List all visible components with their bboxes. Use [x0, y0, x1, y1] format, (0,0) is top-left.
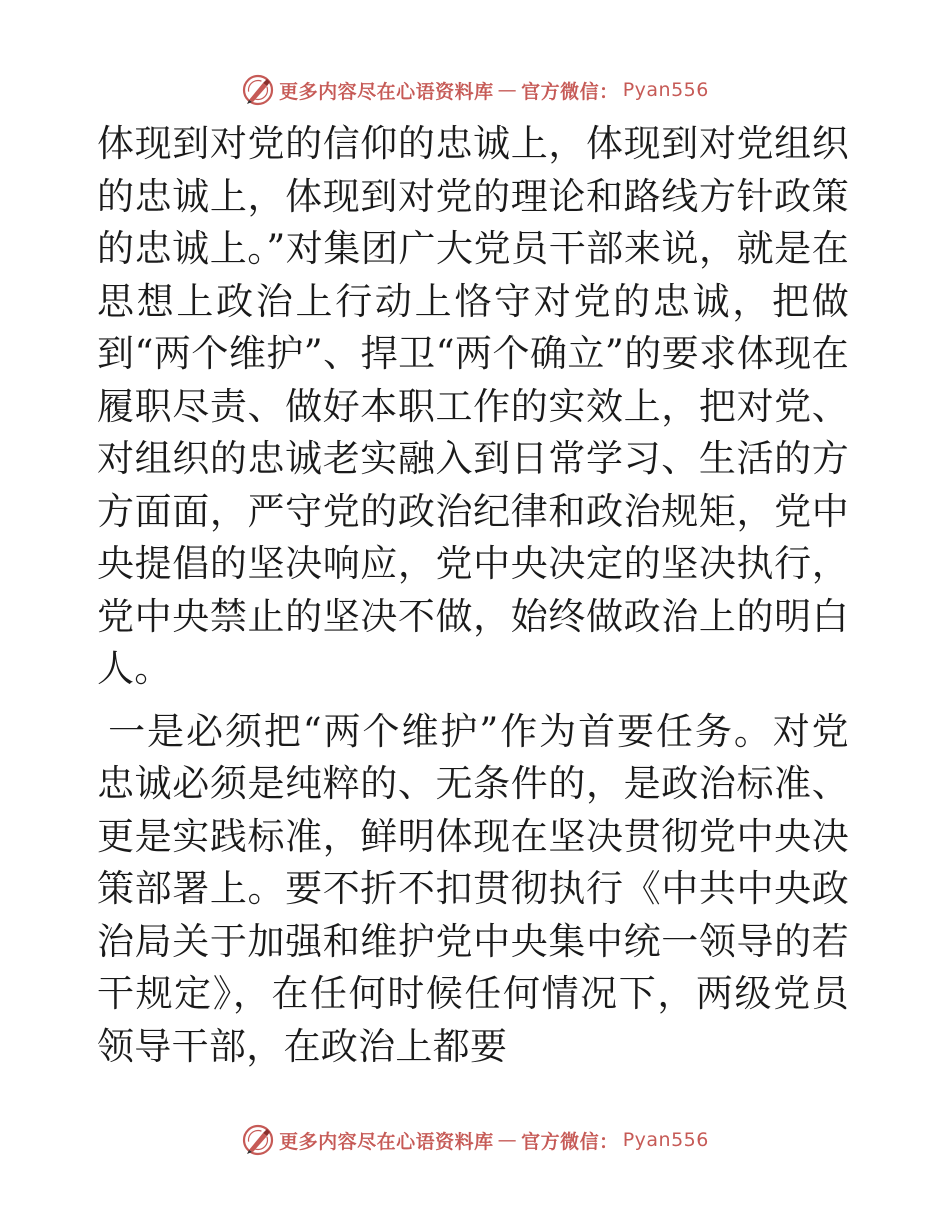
pen-logo-icon [241, 1123, 275, 1157]
header-banner-wechat-id: Pyan556 [622, 79, 709, 101]
footer-banner-text-wechat: 官方微信： [521, 1130, 619, 1153]
footer-watermark-banner [0, 1120, 950, 1160]
pen-logo-icon [241, 73, 275, 107]
header-banner-text-library: 更多内容尽在心语资料库 [279, 80, 494, 103]
footer-banner-dash: — [497, 1129, 518, 1151]
document-body [97, 118, 849, 1073]
header-banner-text-wechat: 官方微信： [521, 80, 619, 103]
header-watermark-banner [0, 70, 950, 110]
footer-banner-text-library: 更多内容尽在心语资料库 [279, 1130, 494, 1153]
paragraph-loyalty-continued: 体现到对党的信仰的忠诚上，体现到对党组织的忠诚上，体现到对党的理论和路线方针政策的忠诚上。”对集团广大党员干部来说，就是在思想上政治上行动上恪守对党的忠诚，把做到“两个维护”、捍卫“两个确立”的要求体现在履职尽责、做好本职工作的实效上，把对党、对组织的忠诚老实融入到日常学习、生活的方方面面，严守党的政治纪律和政治规矩，党中央提倡的坚决响应，党中央决定的坚决执行，党中央禁止的坚决不做，始终做政治上的明白人。 [97, 122, 849, 690]
header-banner-dash: — [497, 79, 518, 101]
footer-banner-wechat-id: Pyan556 [622, 1129, 709, 1151]
paragraph-point-one: 一是必须把“两个维护”作为首要任务。对党忠诚必须是纯粹的、无条件的，是政治标准、更是实践标准，鲜明体现在坚决贯彻党中央决策部署上。要不折不扣贯彻执行《中共中央政治局关于加强和维护党中央集中统一领导的若干规定》，在任何时候任何情况下，两级党员领导干部，在政治上都要 [97, 709, 849, 1068]
